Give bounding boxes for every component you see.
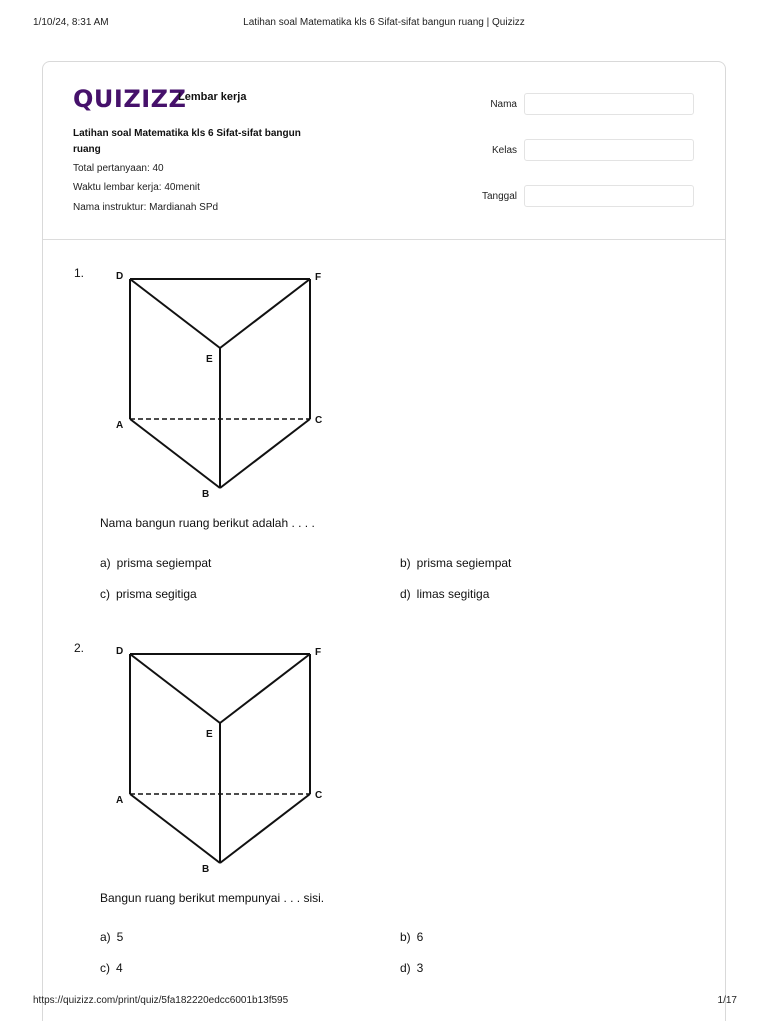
option-b[interactable]: b) 6	[400, 930, 424, 944]
question-number: 2.	[74, 641, 85, 655]
print-page-title: Latihan soal Matematika kls 6 Sifat-sifat bangun ruang | Quizizz	[243, 17, 525, 28]
worksheet	[42, 61, 726, 1021]
edge-de	[130, 654, 220, 723]
total-questions: Total pertanyaan: 40	[73, 163, 164, 174]
vertex-label-b: B	[202, 864, 210, 875]
vertex-label-f: F	[315, 272, 322, 283]
worksheet-time: Waktu lembar kerja: 40menit	[73, 182, 200, 193]
option-a[interactable]: a) prisma segiempat	[100, 556, 212, 570]
worksheet-header	[43, 62, 725, 240]
vertex-label-d: D	[116, 271, 124, 282]
sheet-type-label: Lembar kerja	[178, 91, 247, 103]
page-number: 1/17	[717, 995, 737, 1006]
vertex-label-d: D	[116, 646, 124, 657]
edge-fe	[220, 654, 310, 723]
quiz-title: Latihan soal Matematika kls 6 Sifat-sifat bangun ruang	[73, 128, 301, 155]
option-c[interactable]: c) prisma segitiga	[100, 587, 197, 601]
edge-cb	[220, 794, 310, 863]
question-text: Bangun ruang berikut mempunyai . . . sisi.	[100, 891, 325, 905]
vertex-label-b: B	[202, 489, 210, 500]
class-label: Kelas	[491, 145, 517, 156]
instructor-name: Nama instruktur: Mardianah SPd	[73, 202, 219, 213]
print-datetime: 1/10/24, 8:31 AM	[33, 17, 109, 28]
triangular-prism-figure	[105, 266, 335, 498]
quizizz-logo: QUIZIZZ	[73, 85, 187, 113]
edge-fe	[220, 279, 310, 348]
name-label: Nama	[490, 99, 517, 110]
vertex-label-a: A	[116, 795, 124, 806]
vertex-label-f: F	[315, 647, 322, 658]
question-text: Nama bangun ruang berikut adalah . . . .	[100, 516, 315, 530]
option-d[interactable]: d) 3	[400, 961, 424, 975]
edge-de	[130, 279, 220, 348]
print-header	[0, 17, 768, 31]
name-field[interactable]	[524, 93, 694, 115]
print-footer	[0, 995, 768, 1009]
vertex-label-e: E	[206, 354, 213, 365]
vertex-label-c: C	[315, 790, 323, 801]
edge-ab	[130, 419, 220, 488]
print-url: https://quizizz.com/print/quiz/5fa182220edcc6001b13f595	[33, 995, 289, 1006]
option-b[interactable]: b) prisma segiempat	[400, 556, 512, 570]
date-field[interactable]	[524, 185, 694, 207]
edge-cb	[220, 419, 310, 488]
vertex-label-a: A	[116, 420, 124, 431]
vertex-label-c: C	[315, 415, 323, 426]
edge-ab	[130, 794, 220, 863]
class-field[interactable]	[524, 139, 694, 161]
option-d[interactable]: d) limas segitiga	[400, 587, 490, 601]
vertex-label-e: E	[206, 729, 213, 740]
triangular-prism-figure	[105, 641, 335, 873]
option-c[interactable]: c) 4	[100, 961, 123, 975]
date-label: Tanggal	[481, 191, 517, 202]
option-a[interactable]: a) 5	[100, 930, 124, 944]
question-number: 1.	[74, 266, 85, 280]
